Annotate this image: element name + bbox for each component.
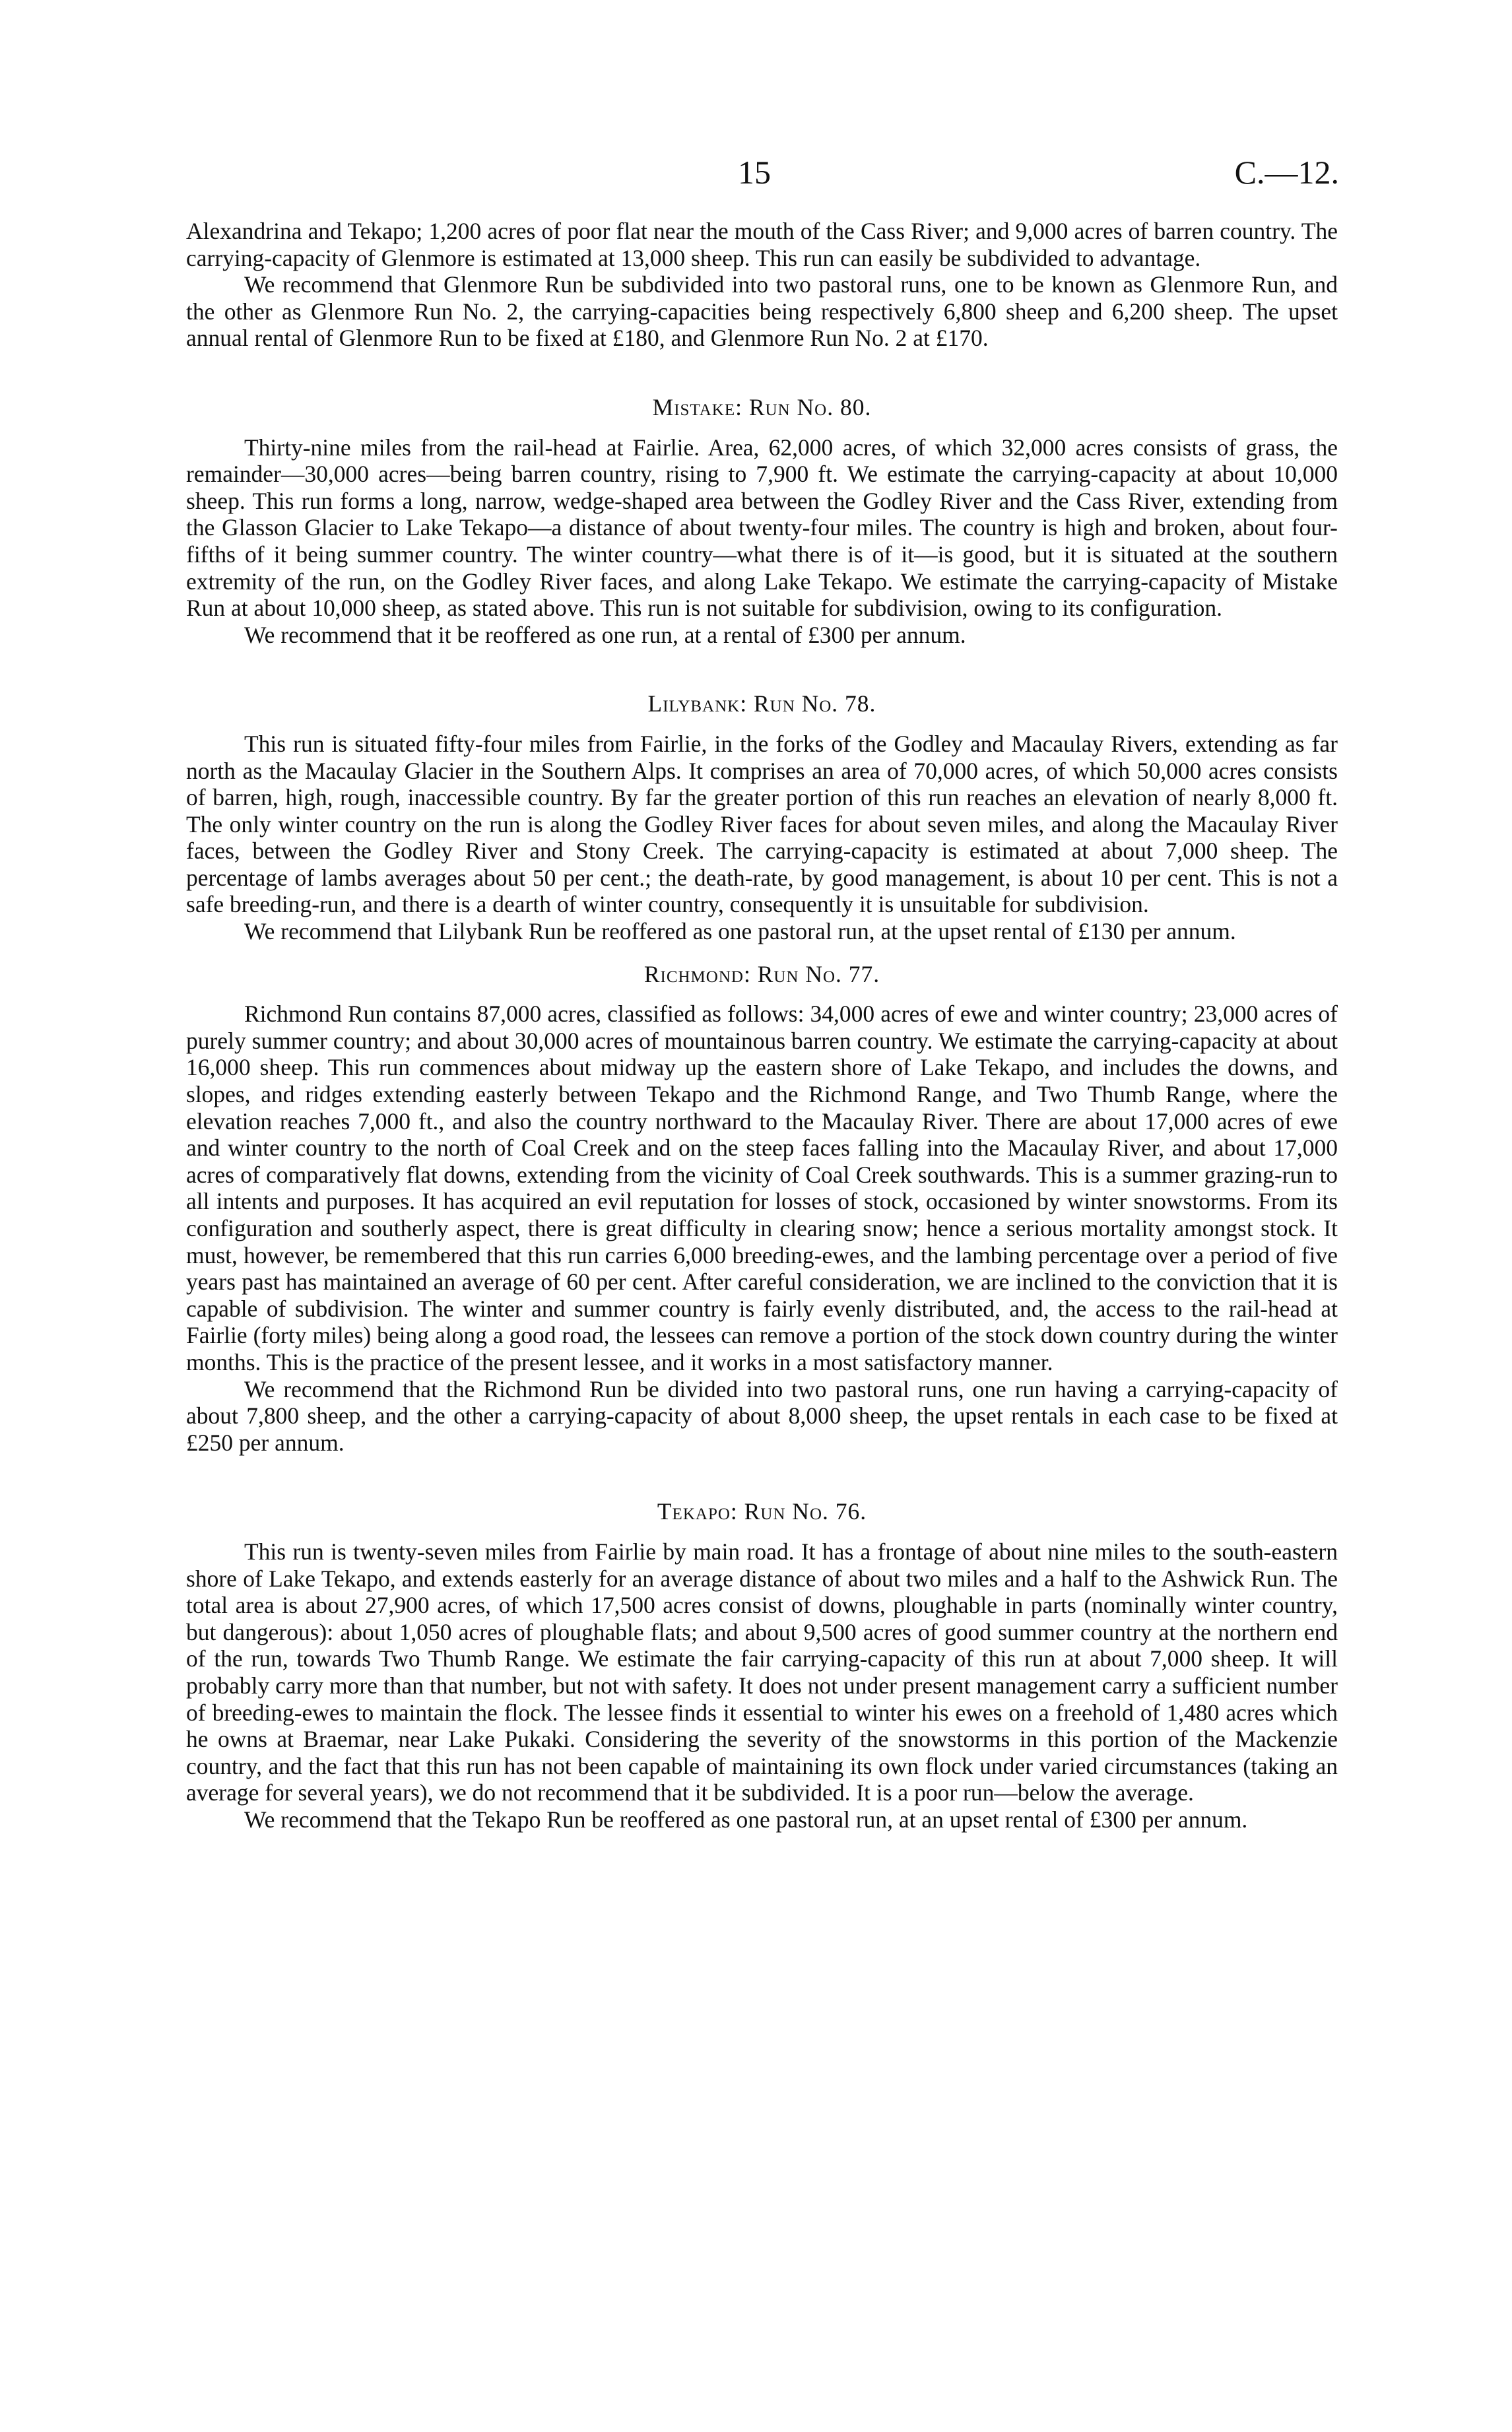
run-number: : Run No. 80. xyxy=(735,393,872,420)
richmond-description: Richmond Run contains 87,000 acres, classified as follows: 34,000 acres of ewe and winter country; 23,000 acres of purely summer country; and about 30,000 acres of mountainous barren country. We estimate the carrying-capacity at about 16,000 sheep. This run commences about midway up the eastern shore of Lake Tekapo, and includes the downs, and slopes, and ridges extending easterly between Tekapo and the Richmond Range, and Two Thumb Range, where the elevation reaches 7,000 ft., and also the country northward to the Macaulay River. There are about 17,000 acres of ewe and winter country to the north of Coal Creek and on the steep faces falling into the Macaulay River, and about 17,000 acres of comparatively flat downs, extending from the vicinity of Coal Creek southwards. This is a summer grazing-run to all intents and purposes. It has acquired an evil reputation for losses of stock, occasioned by winter snowstorms. From its configuration and southerly aspect, there is great difficulty in clearing snow; hence a serious mortality amongst stock. It must, however, be remembered that this run carries 6,000 breeding-ewes, and the lambing percentage over a period of five years past has maintained an average of 60 per cent. After careful consideration, we are inclined to the conviction that it is capable of subdivision. The winter and summer country is fairly evenly distributed, and, the access to the rail-head at Fairlie (forty miles) being along a good road, the lessees can remove a portion of the stock down country during the winter months. This is the practice of the present lessee, and it works in a most satisfactory manner. xyxy=(186,1001,1338,1375)
mistake-description: Thirty-nine miles from the rail-head at Fairlie. Area, 62,000 acres, of which 32,000 acres consists of grass, the remainder—30,000 acres—being barren country, rising to 7,900 ft. We estimate the carrying-capacity at about 10,000 sheep. This run forms a long, narrow, wedge-shaped area between the Godley River and the Cass River, extending from the Glasson Glacier to Lake Tekapo—a distance of about twenty-four miles. The country is high and broken, about four-fifths of it being summer country. The winter country—what there is of it—is good, but it is situated at the southern extremity of the run, on the Godley River faces, and along Lake Tekapo. We estimate the carrying-capacity of Mistake Run at about 10,000 sheep, as stated above. This run is not suitable for subdivision, owing to its configuration. xyxy=(186,434,1338,622)
richmond-recommendation: We recommend that the Richmond Run be divided into two pastoral runs, one run having a carrying-capacity of about 7,800 sheep, and the other a carrying-capacity of about 8,000 sheep, the upset rentals in each case to be fixed at £250 per annum. xyxy=(186,1375,1338,1456)
run-number: : Run No. 77. xyxy=(743,960,880,987)
document-reference: C.—12. xyxy=(1234,154,1339,191)
run-name: Lilybank xyxy=(647,690,740,717)
glenmore-recommendation: We recommend that Glenmore Run be subdivided into two pastoral runs, one to be known as Glenmore Run, and the other as Glenmore Run No. 2, the carrying-capacities being respectively 6,800 sheep and 6,200 sheep. The upset annual rental of Glenmore Run to be fixed at £180, and Glenmore Run No. 2 at £170. xyxy=(186,271,1338,352)
lilybank-description: This run is situated fifty-four miles from Fairlie, in the forks of the Godley and Macaulay Rivers, extending as far north as the Macaulay Glacier in the Southern Alps. It comprises an area of 70,000 acres, of which 50,000 acres consists of barren, high, rough, inaccessible country. By far the greater portion of this run reaches an elevation of nearly 8,000 ft. The only winter country on the run is along the Godley River faces for about seven miles, and along the Macaulay River faces, between the Godley River and Stony Creek. The carrying-capacity is estimated at about 7,000 sheep. The percentage of lambs averages about 50 per cent.; the death-rate, by good management, is about 10 per cent. This is not a safe breeding-run, and there is a dearth of winter country, consequently it is unsuitable for subdivision. xyxy=(186,730,1338,918)
run-name: Mistake xyxy=(652,393,736,420)
section-heading-lilybank xyxy=(186,690,1338,717)
mistake-recommendation: We recommend that it be reoffered as one run, at a rental of £300 per annum. xyxy=(244,621,966,648)
run-name: Tekapo xyxy=(657,1498,731,1525)
section-heading-mistake xyxy=(186,394,1338,421)
section-heading-richmond xyxy=(186,961,1338,988)
intro-paragraph-continued: Alexandrina and Tekapo; 1,200 acres of poor flat near the mouth of the Cass River; and 9,000 acres of barren country. The carrying-capacity of Glenmore is estimated at 13,000 sheep. This run can easily be subdivided to advantage. xyxy=(186,218,1338,271)
section-heading-tekapo xyxy=(186,1498,1338,1525)
lilybank-recommendation: We recommend that Lilybank Run be reoffered as one pastoral run, at the upset rental of £130 per annum. xyxy=(244,918,1236,945)
page-number: 15 xyxy=(738,154,771,191)
tekapo-description: This run is twenty-seven miles from Fairlie by main road. It has a frontage of about nine miles to the south-eastern shore of Lake Tekapo, and extends easterly for an average distance of about two miles and a half to the Ashwick Run. The total area is about 27,900 acres, of which 17,500 acres consist of downs, ploughable in parts (nominally winter country, but dangerous): about 1,050 acres of ploughable flats; and about 9,500 acres of good summer country at the northern end of the run, towards Two Thumb Range. We estimate the fair carrying-capacity of this run at about 7,000 sheep. It will probably carry more than that number, but not with safety. It does not under present management carry a sufficient number of breeding-ewes to maintain the flock. The lessee finds it essential to winter his ewes on a freehold of 1,480 acres which he owns at Braemar, near Lake Pukaki. Considering the severity of the snowstorms in this portion of the Mackenzie country, and the fact that this run has not been capable of maintaining its own flock under varied circumstances (taking an average for several years), we do not recommend that it be subdivided. It is a poor run—below the average. xyxy=(186,1538,1338,1806)
run-name: Richmond xyxy=(643,960,744,987)
tekapo-recommendation: We recommend that the Tekapo Run be reoffered as one pastoral run, at an upset rental of £300 per annum. xyxy=(244,1806,1248,1833)
run-number: : Run No. 76. xyxy=(730,1498,867,1525)
run-number: : Run No. 78. xyxy=(740,690,876,717)
document-body xyxy=(186,218,1338,1833)
